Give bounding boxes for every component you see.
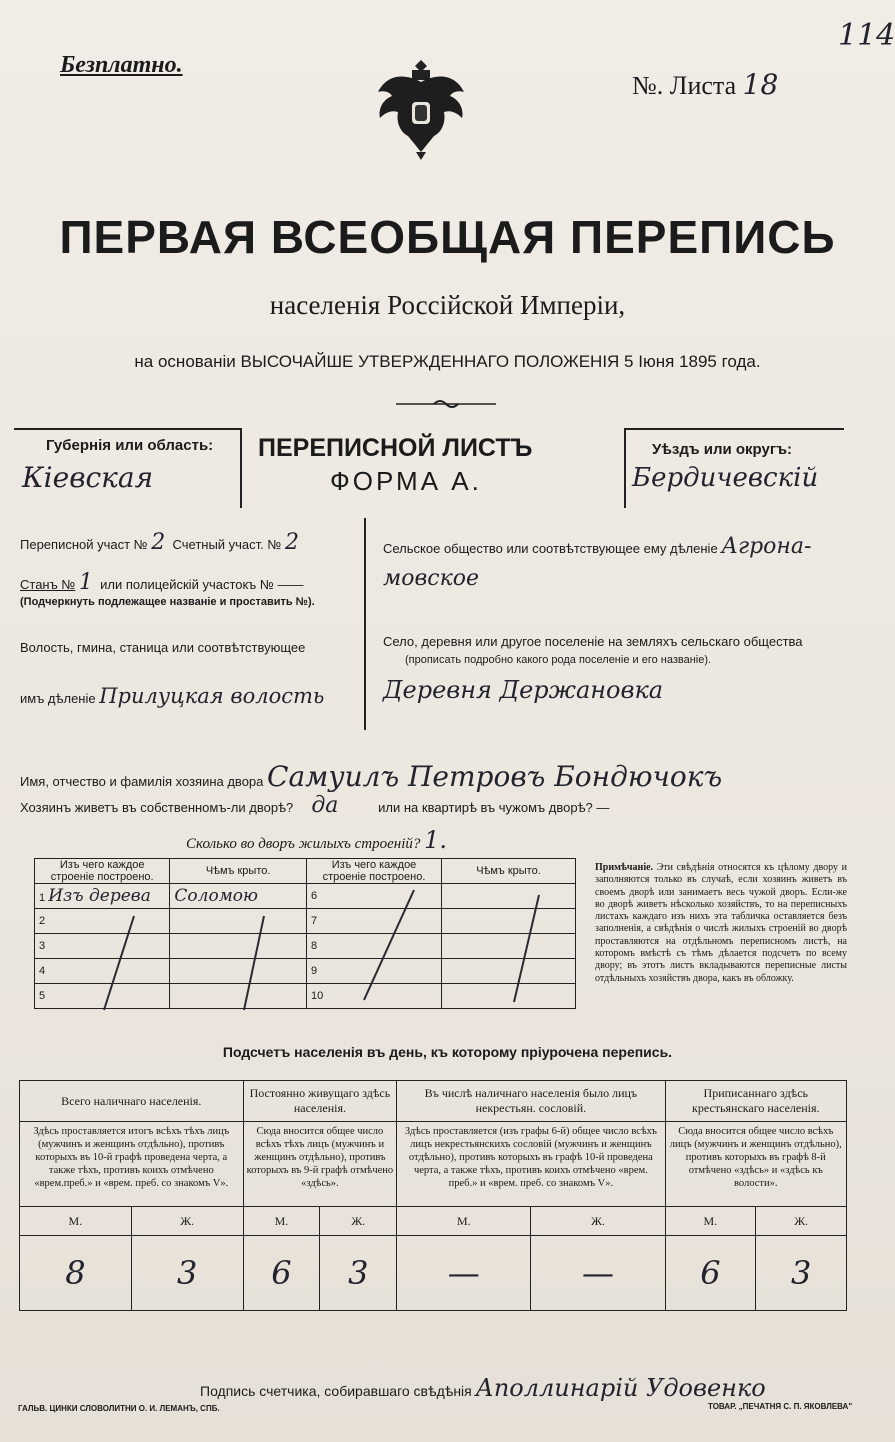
m-header: М.: [243, 1207, 320, 1236]
sheet-number-label: [632, 68, 778, 101]
m-header: М.: [397, 1207, 531, 1236]
rent-label: или на квартирѣ въ чужомъ дворѣ?: [378, 800, 593, 815]
pop-col-title-1: Всего наличнаго населенія.: [20, 1081, 244, 1122]
pop-col-title-4: Приписаннаго здѣсь крестьянскаго населенія.: [665, 1081, 846, 1122]
village-label: Село, деревня или другое поселеніе на земляхъ сельскаго общества: [383, 634, 803, 649]
free-label: Безплатно.: [60, 52, 183, 78]
census-area-label: Переписной участ №: [20, 537, 148, 552]
m-header: М.: [665, 1207, 756, 1236]
table-cell: 9: [306, 959, 441, 984]
guberniya-label: Губернія или область:: [46, 437, 214, 454]
signature-value: Аполлинарій Удовенко: [475, 1374, 766, 1402]
count-area-value: 2: [284, 530, 299, 555]
buildings-label: Сколько во дворъ жилыхъ строеній?: [186, 836, 421, 852]
own-yard-label: Хозяинъ живетъ въ собственномъ-ли дворѣ?: [20, 800, 294, 815]
stan-field: Станъ № 1 или полицейскій участокъ № ——: [20, 570, 304, 595]
uezd-value: Бердичевскій: [632, 463, 819, 493]
society-value-1: Агрона-: [721, 534, 812, 559]
table-cell: 3: [35, 934, 170, 959]
col-roof-1: Чѣмъ крыто.: [170, 859, 307, 884]
printer-right: ТОВАР. „ПЕЧАТНЯ С. П. ЯКОВЛЕВА": [708, 1402, 853, 1411]
subtitle: населенія Россійской Имперіи,: [269, 290, 626, 320]
form-title: ПЕРЕПИСНОЙ ЛИСТЪ: [258, 434, 533, 462]
census-area-value: 2: [151, 530, 166, 555]
peasant-female-value: 3: [756, 1236, 847, 1311]
uezd-label: Уѣздъ или округъ:: [652, 441, 793, 458]
sheet-number-value: 18: [742, 68, 779, 101]
table-cell: 1 Изъ дерева: [35, 884, 170, 909]
legal-basis: на основаніи ВЫСОЧАЙШЕ УТВЕРЖДЕННАГО ПОЛОЖЕНІЯ 5 Іюня 1895 года.: [134, 352, 761, 371]
village-note: (прописать подробно какого рода поселеніе и его названіе).: [405, 654, 712, 666]
population-heading: Подсчетъ населенія въ день, къ которому пріурочена перепись.: [222, 1044, 673, 1060]
note-title: Примѣчаніе.: [595, 862, 654, 873]
stan-label: Станъ №: [20, 577, 76, 592]
society-label: Сельское общество или соотвѣтствующее ему дѣленіе: [383, 541, 718, 556]
society-field: [383, 534, 811, 559]
table-cell: 8: [306, 934, 441, 959]
volost-field: [20, 684, 324, 708]
signature-field: [200, 1374, 766, 1402]
pop-col-desc-2: Сюда вносится общее число всѣхъ тѣхъ лицъ (мужчинъ и женщинъ отдѣльно), противъ которыхъ въ 9-й графѣ отмѣчено «здѣсь».: [243, 1122, 397, 1207]
m-header: М.: [20, 1207, 132, 1236]
sheet-label: №. Листа: [632, 71, 737, 100]
column-divider: [364, 518, 366, 730]
roof-value: Соломою: [174, 886, 259, 906]
pop-col-desc-4: Сюда вносится общее число всѣхъ лицъ (мужчинъ и женщинъ отдѣльно), противъ которыхъ въ графѣ 8-й отмѣчено «здѣсь» и «здѣсь къ волости».: [665, 1122, 846, 1207]
village-value: Деревня Держановка: [383, 676, 664, 704]
rent-value: —: [596, 800, 610, 815]
census-area-field: [20, 530, 299, 555]
peasant-male-value: 6: [665, 1236, 756, 1311]
volost-value: Прилуцкая волость: [99, 684, 325, 708]
nonpeasant-female-value: —: [531, 1236, 665, 1311]
stan-value: 1: [78, 570, 93, 595]
signature-label: Подпись счетчика, собиравшаго свѣдѣнія: [200, 1383, 472, 1399]
own-yard-field: [20, 793, 609, 818]
col-material-2: Изъ чего каждое строеніе построено.: [306, 859, 441, 884]
count-area-label: Счетный участ. №: [172, 537, 282, 552]
guberniya-value: Кіевская: [22, 461, 154, 494]
note-text: Эти свѣдѣнія относятся къ цѣлому двору и заполняются только въ случаѣ, если хозяинъ живетъ въ своемъ дворѣ или занимаетъ весь чужой дворъ. Если-же во дворѣ живетъ нѣсколько хозяйствъ, то на переписныхъ листахъ каждаго изъ нихъ эта табличка оставляется безъ заполненія, а свѣдѣнія о числѣ жилыхъ строеній во дворѣ проставляются на отдѣльномъ переписномъ листѣ, на которомъ вмѣстѣ съ тѣмъ дѣлается подсчетъ по всему двору; въ этотъ листъ вкладываются переписные листы отдѣльныхъ хозяйствъ двора, какъ въ обложку.: [595, 862, 847, 984]
table-cell: 6: [306, 884, 441, 909]
own-yard-value: да: [311, 793, 339, 818]
owner-name-value: Самуилъ Петровъ Бондючокъ: [267, 760, 723, 793]
f-header: Ж.: [320, 1207, 397, 1236]
note-block: [595, 862, 847, 985]
volost-label: Волость, гмина, станица или соотвѣтствующее: [20, 640, 306, 655]
pop-col-desc-1: Здѣсь проставляется итогъ всѣхъ тѣхъ лицъ (мужчинъ и женщинъ отдѣльно), противъ которыхъ въ 10-й графѣ проведена черта, а также тѣхъ, противъ коихъ отмѣчено «врем.преб.» и «врем. преб. со знакомъ V».: [20, 1122, 244, 1207]
f-header: Ж.: [756, 1207, 847, 1236]
total-male-value: 8: [20, 1236, 132, 1311]
population-table: [19, 1080, 847, 1311]
resident-male-value: 6: [243, 1236, 320, 1311]
table-cell: 10: [306, 984, 441, 1009]
ornament-divider-icon: [396, 398, 496, 410]
table-cell: 2: [35, 909, 170, 934]
pop-col-title-2: Постоянно живущаго здѣсь населенія.: [243, 1081, 397, 1122]
f-header: Ж.: [131, 1207, 243, 1236]
col-material-1: Изъ чего каждое строеніе построено.: [35, 859, 170, 884]
col-roof-2: Чѣмъ крыто.: [442, 859, 576, 884]
volost-label-2: имъ дѣленіе: [20, 691, 96, 706]
table-cell: 7: [306, 909, 441, 934]
underline-note: (Подчеркнуть подлежащее названіе и проставить №).: [20, 596, 315, 608]
table-cell: 5: [35, 984, 170, 1009]
double-headed-eagle-icon: [372, 52, 470, 162]
total-female-value: 3: [131, 1236, 243, 1311]
buildings-value: 1.: [424, 826, 448, 854]
table-cell: 4: [35, 959, 170, 984]
police-label: или полицейскій участокъ №: [100, 577, 274, 592]
main-title: ПЕРВАЯ ВСЕОБЩАЯ ПЕРЕПИСЬ: [59, 211, 836, 263]
pop-col-desc-3: Здѣсь проставляется (изъ графы 6-й) общее число всѣхъ лицъ некрестьянскихъ сословій (мужчинъ и женщинъ отдѣльно), противъ которыхъ въ графѣ 10-й проведена черта, а также тѣхъ, противъ коихъ отмѣчено «врем. преб.» и «врем. преб. со знакомъ V».: [397, 1122, 665, 1207]
form-name: ФОРМА А.: [330, 466, 482, 496]
resident-female-value: 3: [320, 1236, 397, 1311]
printer-left: ГАЛЬВ. ЦИНКИ СЛОВОЛИТНИ О. И. ЛЕМАНЪ, СПБ.: [18, 1404, 220, 1413]
buildings-field: [186, 826, 447, 854]
nonpeasant-male-value: —: [397, 1236, 531, 1311]
blank-row-dashes: [34, 880, 576, 1012]
material-value: Изъ дерева: [48, 886, 151, 906]
society-value-2: мовское: [383, 566, 480, 591]
pop-col-title-3: Въ числѣ наличнаго населенія было лицъ некрестьян. сословій.: [397, 1081, 665, 1122]
page-number: 114: [838, 18, 895, 53]
owner-name-field: [20, 760, 722, 793]
owner-name-label: Имя, отчество и фамилія хозяина двора: [20, 774, 264, 789]
f-header: Ж.: [531, 1207, 665, 1236]
